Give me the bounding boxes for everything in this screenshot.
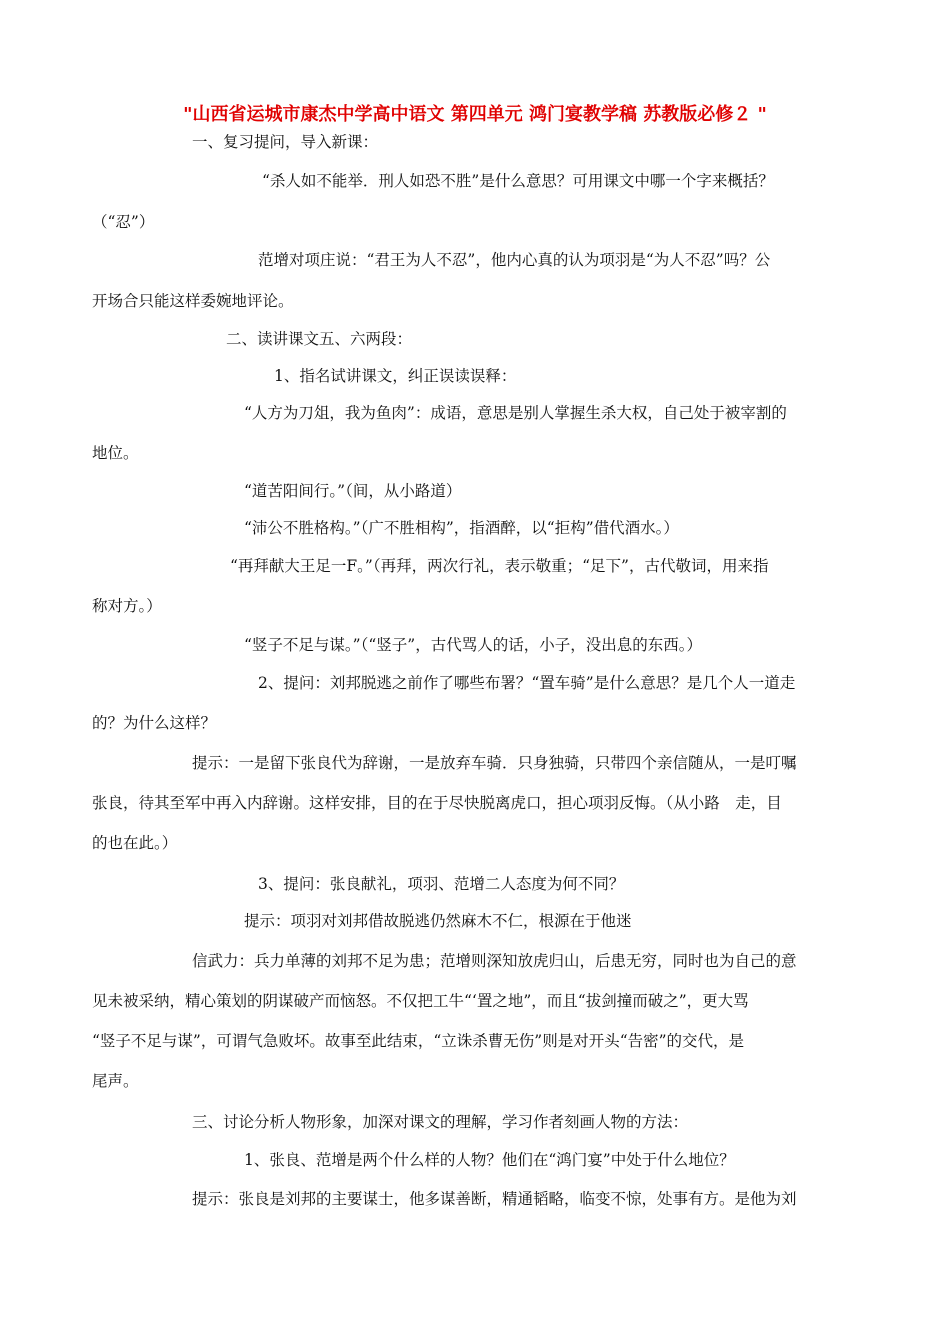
text-line: 提示：一是留下张良代为辞谢，一是放弃车骑．只身独骑，只带四个亲信随从，一是叮嘱	[192, 754, 797, 772]
text-line: 信武力：兵力单薄的刘邦不足为患；范增则深知放虎归山，后患无穷，同时也为自己的意	[192, 952, 797, 970]
text-line: （“忍”）	[92, 213, 155, 231]
text-line: 地位。	[92, 444, 139, 462]
text-line: “再拜献大王足一F。”（再拜，两次行礼，表示敬重；“足下”，古代敬词，用来指	[230, 557, 769, 575]
text-line: 提示：项羽对刘邦借故脱逃仍然麻木不仁，根源在于他迷	[244, 912, 632, 930]
text-line: 张良，待其至军中再入内辞谢。这样安排，目的在于尽快脱离虎口，担心项羽反悔。（从小路 走，目	[92, 794, 782, 812]
text-line: 范增对项庄说：“君王为人不忍”，他内心真的认为项羽是“为人不忍”吗？公	[258, 251, 771, 269]
text-line: 1、指名试讲课文，纠正误读误释：	[274, 367, 517, 385]
text-line: 3、提问：张良献礼，项羽、范增二人态度为何不同？	[258, 875, 625, 893]
text-line: “杀人如不能举．刑人如恐不胜”是什么意思？可用课文中哪一个字来概括？	[262, 172, 774, 190]
text-line: 三、讨论分析人物形象，加深对课文的理解，学习作者刻画人物的方法：	[192, 1113, 689, 1131]
text-line: 2、提问：刘邦脱逃之前作了哪些布署？“置车骑”是什么意思？是几个人一道走	[258, 674, 796, 692]
text-line: “竖子不足与谋。”（“竖子”，古代骂人的话，小子，没出息的东西。）	[244, 636, 702, 654]
text-line: “沛公不胜格构。”（广不胜相构”，指酒醉，以“拒构”借代酒水。）	[244, 519, 679, 537]
text-line: 二、读讲课文五、六两段：	[226, 330, 413, 348]
text-line: 开场合只能这样委婉地评论。	[92, 292, 294, 310]
text-line: “人方为刀俎，我为鱼肉”：成语，意思是别人掌握生杀大权，自己处于被宰割的	[244, 404, 787, 422]
text-line: “道苦阳间行。”（间，从小路道）	[244, 482, 462, 500]
text-line: 一、复习提问，导入新课：	[192, 133, 379, 151]
text-line: 1、张良、范增是两个什么样的人物？他们在“鸿门宴”中处于什么地位？	[244, 1151, 735, 1169]
text-line: 的也在此。）	[92, 834, 178, 852]
text-line: 提示：张良是刘邦的主要谋士，他多谋善断，精通韬略，临变不惊，处事有方。是他为刘	[192, 1190, 797, 1208]
text-line: 的？为什么这样？	[92, 714, 217, 732]
document-title: "山西省运城市康杰中学高中语文 第四单元 鸿门宴教学稿 苏教版必修２ "	[183, 104, 767, 125]
text-line: 尾声。	[92, 1072, 139, 1090]
text-line: 见未被采纳，精心策划的阴谋破产而恼怒。不仅把工牛“‘置之地”，而且“拔剑撞而破之”，更大骂	[92, 992, 749, 1010]
text-line: “竖子不足与谋”，可谓气急败坏。故事至此结束，“立诛杀曹无伤”则是对开头“告密”的交代，是	[92, 1032, 745, 1050]
text-line: 称对方。）	[92, 597, 162, 615]
